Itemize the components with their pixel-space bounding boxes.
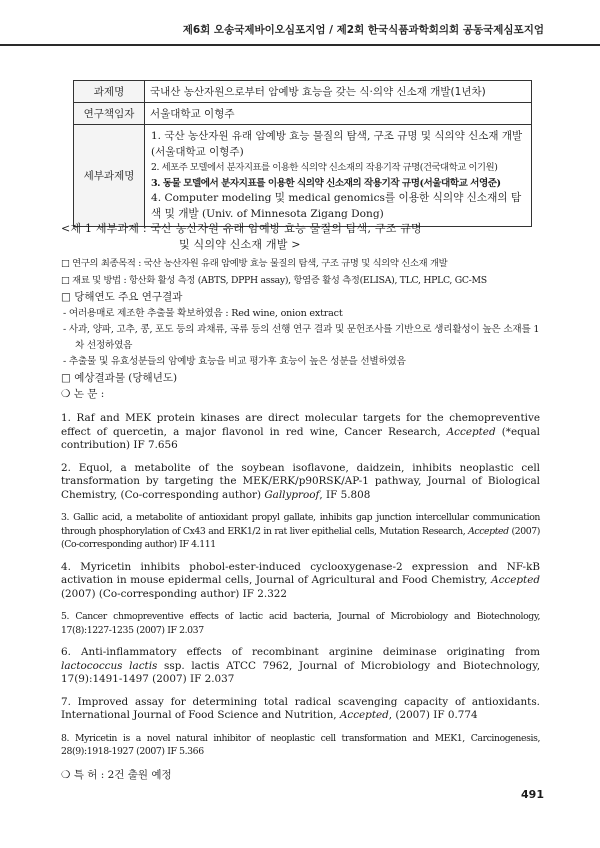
ref-text: , (2007) IF 0.774 — [388, 709, 478, 721]
papers-heading: ❍ 논 문 : — [61, 388, 105, 400]
subproject-item: 2. 세포주 모델에서 분자지표를 이용한 식의약 신소재의 작용기작 규명(건국대학교 이기원) — [151, 162, 498, 173]
reference-item — [61, 511, 540, 552]
section-title-line1: <제 1 세부과제 : 국산 농산자원 유래 암예방 효능 물질의 탐색, 구조 규명 — [61, 222, 422, 235]
reference-item — [61, 732, 540, 759]
patents-line: ❍ 특 허 : 2건 출원 예정 — [61, 768, 172, 781]
page-header — [0, 0, 600, 46]
ref-text: (*equal contribution) IF 7.656 — [61, 425, 540, 451]
section-title — [61, 221, 540, 253]
table-row — [74, 81, 532, 103]
ref-italic: Accepted — [339, 709, 389, 721]
project-title-value: 국내산 농산자원으로부터 암예방 효능을 갖는 식·의약 신소재 개발(1년차) — [145, 81, 532, 103]
ref-text: (2007) (Co-corresponding author) IF 2.322 — [61, 587, 288, 600]
header-title: 제6회 오송국제바이오심포지엄 / 제2회 한국식품과학회의회 공동국제심포지엄 — [182, 24, 544, 36]
ref-italic: Accepted — [446, 425, 496, 438]
ref-text: 7. Improved assay for determining total radical scavenging capacity of antioxidants. International Journal of Food Science and Nutrition, — [61, 695, 540, 721]
result-item: - 여러용매로 제조한 추출물 확보하였음 : Red wine, onion extract — [63, 307, 343, 319]
table-row — [74, 103, 532, 125]
ref-italic: Accepted — [491, 574, 540, 586]
ref-italic: lactococcus lactis — [61, 659, 158, 672]
subproject-list-cell — [145, 125, 532, 227]
page-number: 491 — [521, 788, 544, 801]
subproject-item: 3. 동물 모델에서 분자지표를 이용한 식의약 신소재의 작용기작 규명(서울대학교 서영준) — [151, 177, 501, 189]
result-item: - 사과, 양파, 고추, 콩, 포도 등의 과채류, 곡류 등의 선행 연구 결과 및 문헌조사를 기반으로 생리활성이 높은 소재를 1차 선정하였음 — [63, 323, 540, 351]
ref-text: 5. Cancer chmopreventive effects of lactic acid bacteria, Journal of Microbiology and Biotechnology, 17(8):1227-1235 (2007) IF 2.037 — [61, 611, 540, 636]
ref-text: , IF 5.808 — [319, 488, 371, 501]
report-body — [61, 221, 540, 784]
reference-item — [61, 561, 540, 602]
section-title-line2: 및 식의약 신소재 개발 > — [179, 238, 301, 251]
result-item: - 추출물 및 유효성분들의 암예방 효능을 비교 평가후 효능이 높은 성분을 선별하였음 — [63, 355, 406, 367]
expected-heading: □ 예상결과물 (당해년도) — [61, 371, 178, 384]
ref-text: 8. Myricetin is a novel natural inhibitor of neoplastic cell transformation and MEK1, Carcinogenesis, 28(9):1918-1927 (2007) IF 5.366 — [61, 732, 540, 757]
ref-text: (2007) (Co-corresponding author) IF 4.111 — [61, 525, 540, 550]
subproject-item: 1. 국산 농산자원 유래 암예방 효능 물질의 탐색, 구조 규명 및 식의약 신소재 개발(서울대학교 이형주) — [151, 130, 523, 158]
reference-item — [61, 462, 540, 503]
subproject-list — [151, 129, 525, 222]
ref-text: 3. Gallic acid, a metabolite of antioxidant propyl gallate, inhibits gap junction intercellular communication through phosphorylation of Cx43 and ERK1/2 in rat liver epithelial cells, Mutation Research, — [61, 512, 540, 537]
reference-item — [61, 610, 540, 637]
ref-text: ssp. lactis ATCC 7962, Journal of Microbiology and Biotechnology, 17(9):1491-1497 (2007) IF 2.037 — [61, 659, 541, 685]
materials-methods: □ 재료 및 방법 : 항산화 활성 측정 (ABTS, DPPH assay), 항염증 활성 측정(ELISA), TLC, HPLC, GC-MS — [61, 274, 487, 286]
ref-text: 2. Equol, a metabolite of the soybean isoflavone, daidzein, inhibits neoplastic cell transformation by targeting the MEK/ERK/p90RSK/AP-1 pathway, Journal of Biological Chemistry, (Co-corresponding author) — [61, 461, 540, 501]
table-row — [74, 125, 532, 227]
reference-item — [61, 412, 540, 453]
project-info-table — [73, 80, 532, 227]
results-heading: □ 당해연도 주요 연구결과 — [61, 291, 183, 303]
project-title-label: 과제명 — [74, 81, 145, 103]
ref-italic: Gallyproof — [264, 488, 320, 501]
subproject-label: 세부과제명 — [74, 125, 145, 227]
pi-value: 서울대학교 이형주 — [145, 103, 532, 125]
final-goal: □ 연구의 최종목적 : 국산 농산자원 유래 암예방 효능 물질의 탐색, 구조 규명 및 식의약 신소재 개발 — [61, 258, 448, 269]
subproject-item: 4. Computer modeling 및 medical genomics를 이용한 식의약 신소재의 탐색 및 개발 (Univ. of Minnesota Zigang Dong) — [151, 192, 522, 220]
ref-italic: Accepted — [468, 525, 509, 537]
header-rule — [0, 44, 600, 46]
ref-text: 1. Raf and MEK protein kinases are direct molecular targets for the chemopreventive effect of quercetin, a major flavonol in red wine, Cancer Research, — [61, 412, 540, 438]
ref-text: 4. Myricetin inhibits phobol-ester-induced cyclooxygenase-2 expression and NF-kB activation in mouse epidermal cells, Journal of Agricultural and Food Chemistry, — [61, 560, 540, 586]
ref-text: 6. Anti-inflammatory effects of recombinant arginine deiminase originating from — [61, 646, 540, 658]
pi-label: 연구책임자 — [74, 103, 145, 125]
reference-item — [61, 646, 540, 687]
reference-item — [61, 696, 540, 723]
